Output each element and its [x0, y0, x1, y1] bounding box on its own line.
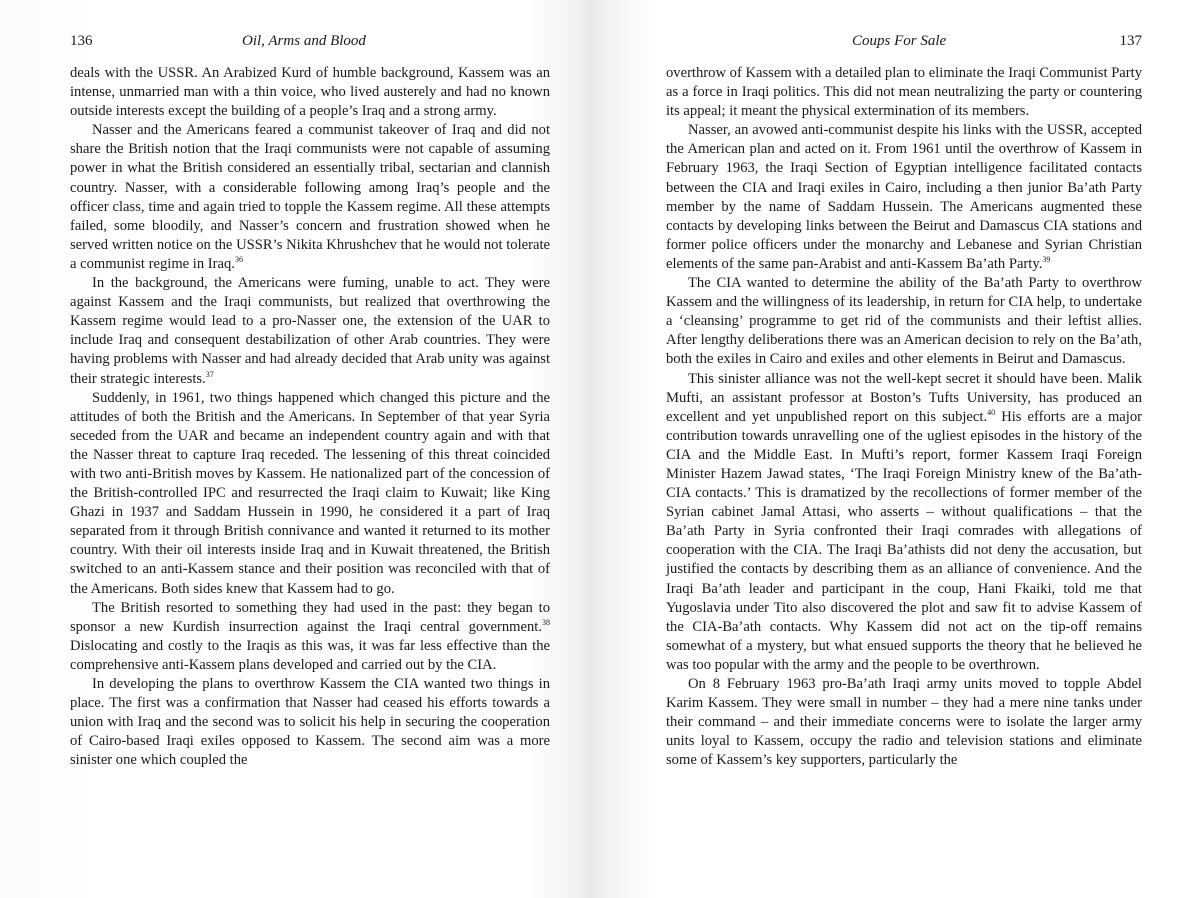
paragraph-text: In developing the plans to overthrow Kassem the CIA wanted two things in place. The first was a confirmation that Nasser had ceased his efforts towards a union with Iraq and the second was to solicit his help in securing the cooperation of Cairo-based Iraqi exiles opposed to Kassem. The second aim was a more sinister one which coupled the [70, 676, 550, 769]
paragraph-text: The British resorted to something they had used in the past: they began to sponsor a new Kurdish insurrection against the Iraqi central government. [70, 599, 550, 635]
right-page-header [666, 30, 1142, 52]
right-page [666, 30, 1142, 770]
right-page-body [666, 64, 1142, 770]
paragraph-text: deals with the USSR. An Arabized Kurd of humble background, Kassem was an intense, unmarried man with a thin voice, who lived austerely and had no known outside interests except the building of a people’s Iraq and a strong army. [70, 65, 550, 120]
paragraph-text: Suddenly, in 1961, two things happened which changed this picture and the attitudes of both the British and the Americans. In September of that year Syria seceded from the UAR and became an independent country again and with that the Nasser threat to capture Iraq receded. The lessening of this threat coincided with two anti-British moves by Kassem. He nationalized part of the concession of the British-controlled IPC and resurrected the Iraqi claim to Kuwait; like King Ghazi in 1937 and Saddam Hussein in 1990, he considered it a part of Iraq separated from it through British connivance and wanted it returned to its mother country. With their oil interests inside Iraq and in Kuwait threatened, the British switched to an anti-Kassem stance and their position was reconciled with that of the Americans. Both sides knew that Kassem had to go. [70, 389, 550, 597]
paragraph [666, 121, 1142, 274]
right-running-head: Coups For Sale [852, 33, 947, 49]
paragraph [70, 121, 550, 274]
paragraph-text: His efforts are a major contribution towards unravelling one of the ugliest episodes in the history of the CIA and the Middle East. In Mufti’s report, former Kassem Iraqi Foreign Minister Hazem Jawad states, ‘The Iraqi Foreign Ministry knew of the Ba’ath-CIA contacts.’ This is dramatized by the recollections of former member of the Syrian cabinet Jamal Attasi, who asserts – without qualifications – that the Ba’ath Party in Syria confronted their Iraqi comrades with allegations of cooperation with the CIA. The Iraqi Ba’athists did not deny the accusation, but justified the contacts by describing them as an alliance of convenience. And the Iraqi Ba’ath leader and participant in the coup, Hani Fkaiki, told me that Yugoslavia under Tito also discovered the plot and saw fit to advise Kassem of the CIA-Ba’ath contacts. Why Kassem did not act on the tip-off remains somewhat of a mystery, but what ensued supports the theory that he believed he was too popular with the army and the people to be overthrown. [666, 408, 1142, 673]
paragraph-text: Nasser and the Americans feared a communist takeover of Iraq and did not share the British notion that the Iraqi communists were not capable of assuming power in what the British considered an essentially tribal, sectarian and clannish country. Nasser, with a considerable following among Iraq’s people and the officer class, time and again tried to topple the Kassem regime. All these attempts failed, some bloodily, and Nasser’s concern and frustration showed when he served written notice on the USSR’s Nikita Khrushchev that he would not tolerate a communist regime in Iraq. [70, 122, 550, 272]
footnote-marker: 39 [1042, 254, 1051, 264]
paragraph [70, 274, 550, 389]
left-page-number: 136 [70, 33, 93, 49]
paragraph [666, 675, 1142, 770]
paragraph-text: On 8 February 1963 pro-Ba’ath Iraqi army units moved to topple Abdel Karim Kassem. They were small in number – they had a mere nine tanks under their command – and their immediate concerns were to isolate the larger army units loyal to Kassem, occupy the radio and television stations and eliminate some of Kassem’s key supporters, particularly the [666, 676, 1142, 769]
paragraph [666, 274, 1142, 369]
paragraph-text: The CIA wanted to determine the ability of the Ba’ath Party to overthrow Kassem and the willingness of its leadership, in return for CIA help, to undertake a ‘cleansing’ programme to get rid of the communists and their leftist allies. After lengthy deliberations there was an American decision to rely on the Ba’ath, both the exiles in Cairo and exiles and other elements in Beirut and Damascus. [666, 275, 1142, 368]
footnote-marker: 40 [987, 407, 996, 417]
left-page [70, 30, 550, 770]
footnote-marker: 36 [234, 254, 243, 264]
paragraph [70, 675, 550, 770]
paragraph-text: Dislocating and costly to the Iraqis as this was, it was far less effective than the comprehensive anti-Kassem plans developed and carried out by the CIA. [70, 637, 550, 673]
left-page-header [70, 30, 550, 52]
paragraph [666, 370, 1142, 676]
footnote-marker: 38 [542, 617, 550, 627]
left-running-head: Oil, Arms and Blood [242, 33, 366, 49]
footnote-marker: 37 [205, 369, 214, 379]
paragraph [70, 389, 550, 599]
right-page-number: 137 [1119, 33, 1142, 49]
left-page-body [70, 64, 550, 770]
paragraph [70, 599, 550, 675]
paragraph-text: This sinister alliance was not the well-kept secret it should have been. Malik Mufti, an assistant professor at Boston’s Tufts University, has produced an excellent and yet unpublished report on this subject. [666, 370, 1142, 425]
paragraph-text: In the background, the Americans were fuming, unable to act. They were against Kassem and the Iraqi communists, but realized that overthrowing the Kassem regime would lead to a pro-Nasser one, the extension of the UAR to include Iraq and consequent destabilization of other Arab countries. They were having problems with Nasser and had already decided that Arab unity was against their strategic interests. [70, 275, 550, 387]
paragraph [70, 64, 550, 121]
paragraph [666, 64, 1142, 121]
paragraph-text: overthrow of Kassem with a detailed plan to eliminate the Iraqi Communist Party as a force in Iraqi politics. This did not mean neutralizing the party or countering its appeal; it meant the physical extermination of its members. [666, 65, 1142, 120]
paragraph-text: Nasser, an avowed anti-communist despite his links with the USSR, accepted the American plan and acted on it. From 1961 until the overthrow of Kassem in February 1963, the Iraqi Section of Egyptian intelligence facilitated contacts between the CIA and Iraqi exiles in Cairo, including a then junior Ba’ath Party member by the name of Saddam Hussein. The Americans augmented these contacts by developing links between the Beirut and Damascus CIA stations and former police officers under the monarchy and Lebanese and Syrian Christian elements of the same pan-Arabist and anti-Kassem Ba’ath Party. [666, 122, 1142, 272]
